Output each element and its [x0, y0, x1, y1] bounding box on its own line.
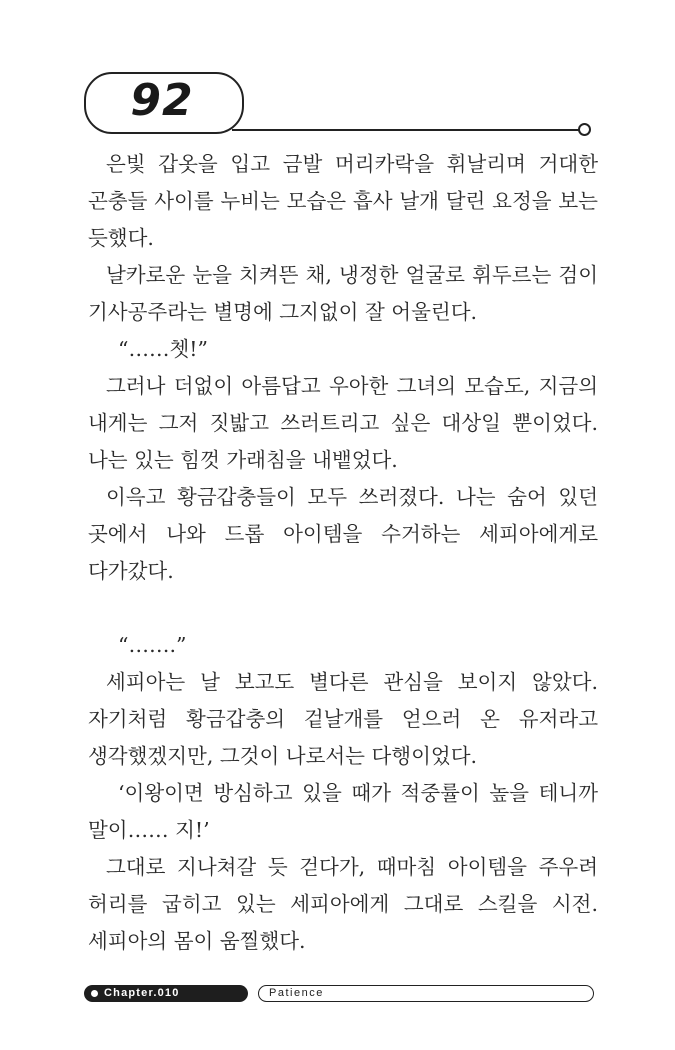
paragraph: 이윽고 황금갑충들이 모두 쓰러졌다. 나는 숨어 있던 곳에서 나와 드롭 아이템을 수거하는 세피아에게로 다가갔다. [88, 485, 598, 583]
page-number-banner [84, 72, 244, 134]
paragraph: 날카로운 눈을 치켜뜬 채, 냉정한 얼굴로 휘두르는 검이 기사공주라는 별명에 그지없이 잘 어울린다. [88, 263, 598, 324]
paragraph: 은빛 갑옷을 입고 금발 머리카락을 휘날리며 거대한 곤충들 사이를 누비는 모습은 흡사 날개 달린 요정을 보는 듯했다. [88, 152, 598, 250]
paragraph: 그대로 지나쳐갈 듯 걷다가, 때마침 아이템을 주우려 허리를 굽히고 있는 세피아에게 그대로 스킬을 시전. 세피아의 몸이 움찔했다. [88, 855, 598, 953]
bullet-icon [91, 990, 98, 997]
chapter-pill [84, 985, 248, 1002]
running-footer [84, 985, 594, 1003]
paragraph: 그러나 더없이 아름답고 우아한 그녀의 모습도, 지금의 내게는 그저 짓밟고 쓰러트리고 싶은 대상일 뿐이었다. 나는 있는 힘껏 가래침을 내뱉었다. [88, 374, 598, 472]
body-text [88, 146, 598, 960]
chapter-title: Patience [269, 987, 324, 999]
header-rule [232, 129, 580, 131]
blank-line [88, 590, 598, 627]
dialog-paragraph: ‘이왕이면 방심하고 있을 때가 적중률이 높을 테니까 말이…… 지!’ [88, 781, 598, 842]
page-number: 92 [130, 75, 194, 126]
dialog-paragraph: “…….” [118, 633, 187, 657]
chapter-label: Chapter.010 [104, 987, 180, 999]
dialog-paragraph: “……쳇!” [118, 337, 209, 361]
chapter-title-pill [258, 985, 594, 1002]
header-rule-end-dot [578, 123, 591, 136]
paragraph: 세피아는 날 보고도 별다른 관심을 보이지 않았다. 자기처럼 황금갑충의 겉날개를 얻으러 온 유저라고 생각했겠지만, 그것이 나로서는 다행이었다. [88, 670, 598, 768]
